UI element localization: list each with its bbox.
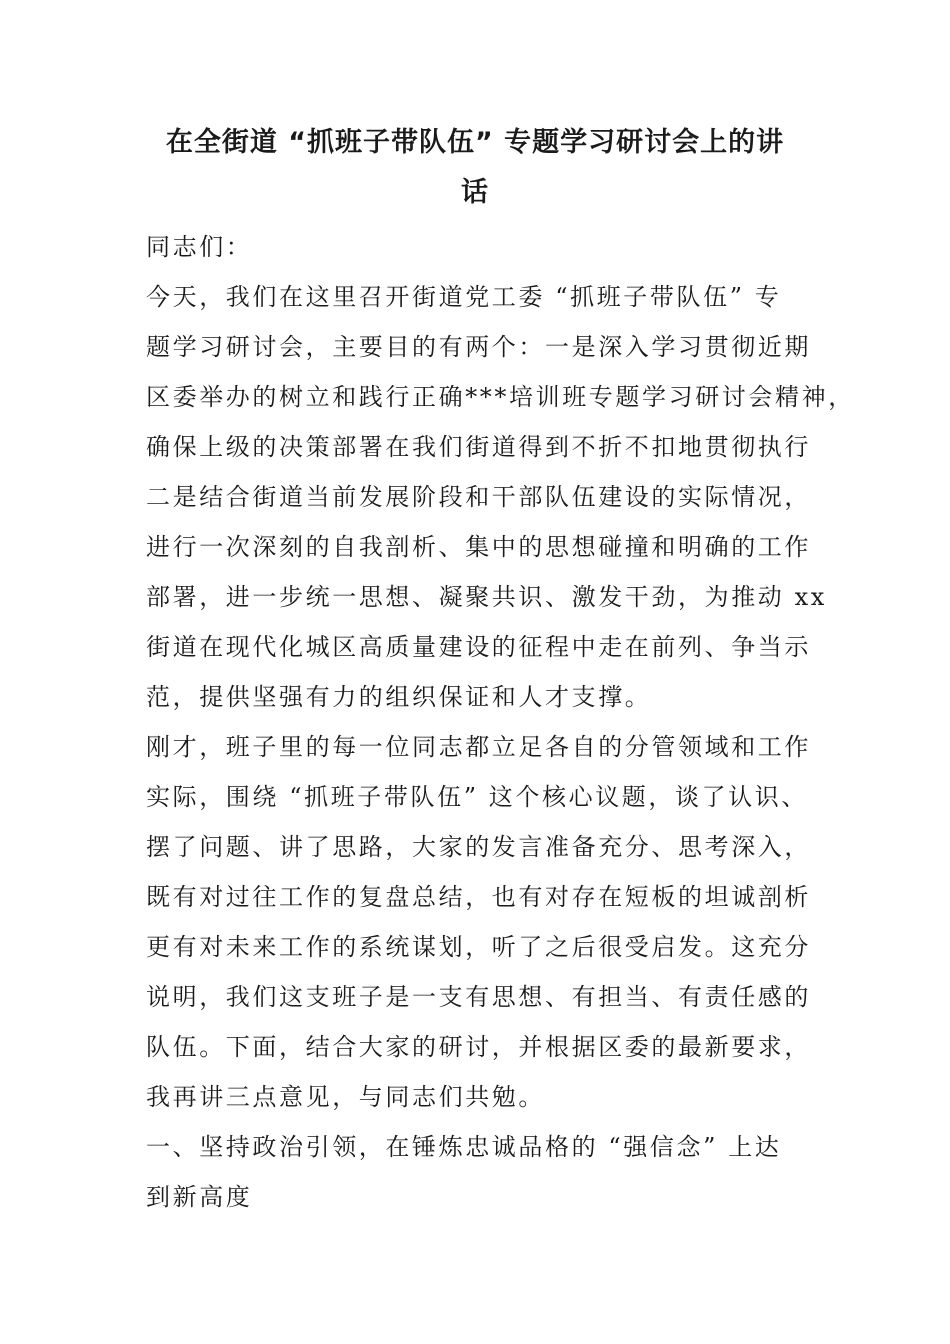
body-line: 刚才，班子里的每一位同志都立足各自的分管领域和工作 bbox=[146, 733, 811, 761]
body-line: 更有对未来工作的系统谋划，听了之后很受启发。这充分 bbox=[146, 933, 811, 961]
body-line: 今天，我们在这里召开街道党工委 “抓班子带队伍” 专 bbox=[146, 283, 782, 311]
salutation: 同志们： bbox=[146, 233, 253, 261]
body-line: 范，提供坚强有力的组织保证和人才支撑。 bbox=[146, 683, 652, 711]
body-line: 区委举办的树立和践行正确***培训班专题学习研讨会精神， bbox=[146, 383, 855, 411]
section-heading-line: 一、坚持政治引领，在锤炼忠诚品格的 “强信念” 上达 bbox=[146, 1133, 782, 1161]
body-line: 我再讲三点意见，与同志们共勉。 bbox=[146, 1083, 545, 1111]
body-line: 街道在现代化城区高质量建设的征程中走在前列、争当示 bbox=[146, 633, 811, 661]
document-body bbox=[146, 222, 855, 1222]
document-title bbox=[138, 118, 812, 218]
section-heading-line: 到新高度 bbox=[146, 1183, 253, 1211]
body-line: 说明，我们这支班子是一支有思想、有担当、有责任感的 bbox=[146, 983, 811, 1011]
body-line: 确保上级的决策部署在我们街道得到不折不扣地贯彻执行 bbox=[146, 433, 811, 461]
body-line: 二是结合街道当前发展阶段和干部队伍建设的实际情况， bbox=[146, 483, 811, 511]
body-line: 摆了问题、讲了思路，大家的发言准备充分、思考深入， bbox=[146, 833, 811, 861]
body-line: 部署，进一步统一思想、凝聚共识、激发干劲，为推动 xx bbox=[146, 583, 827, 611]
body-line: 实际，围绕 “抓班子带队伍” 这个核心议题，谈了认识、 bbox=[146, 783, 808, 811]
title-line-2: 话 bbox=[461, 177, 489, 208]
body-line: 既有对过往工作的复盘总结，也有对存在短板的坦诚剖析 bbox=[146, 883, 811, 911]
body-line: 进行一次深刻的自我剖析、集中的思想碰撞和明确的工作 bbox=[146, 533, 811, 561]
body-line: 队伍。下面，结合大家的研讨，并根据区委的最新要求， bbox=[146, 1033, 811, 1061]
body-line: 题学习研讨会，主要目的有两个：一是深入学习贯彻近期 bbox=[146, 333, 811, 361]
title-line-1: 在全街道 “抓班子带队伍” 专题学习研讨会上的讲 bbox=[165, 127, 785, 158]
